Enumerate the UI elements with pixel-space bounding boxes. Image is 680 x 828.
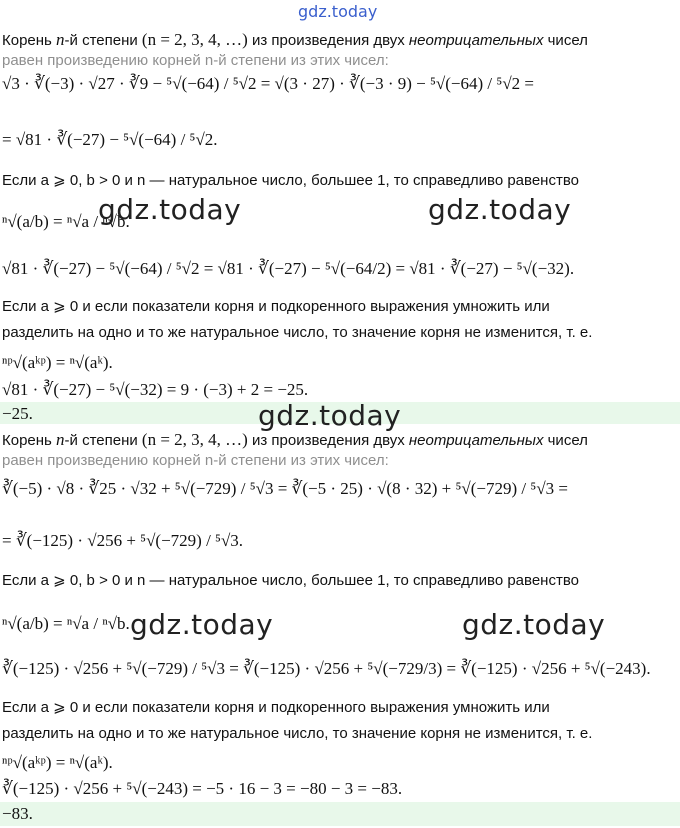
watermark: gdz.today [258, 399, 402, 432]
condition-line: Если a ⩾ 0, b > 0 и n — натуральное число, большее 1, то справедливо равенство [2, 572, 579, 589]
intro-text: -й степени [64, 32, 142, 49]
intro-line-2-cut: равен произведению корней n-й степени из этих чисел: [2, 452, 389, 469]
equation-4: ∛(−125) · √256 + ⁵√(−243) = −5 · 16 − 3 = −80 − 3 = −83. [2, 779, 403, 798]
quotient-formula: ⁿ√(a/b) = ⁿ√a / ⁿ√b. [2, 614, 130, 633]
intro-text: из произведения двух [247, 32, 409, 49]
intro-text: -й степени [64, 432, 142, 449]
intro-text: из произведения двух [247, 432, 409, 449]
intro-n: n [56, 430, 65, 449]
equation-1: ∛(−5) · √8 · ∛25 · √32 + ⁵√(−729) / ⁵√3 = ∛(−5 · 25) · √(8 · 32) + ⁵√(−729) / ⁵√3 = [2, 479, 568, 498]
watermark: gdz.today [98, 193, 242, 226]
rule-line-1: Если a ⩾ 0 и если показатели корня и подкоренного выражения умножить или [2, 298, 550, 315]
equation-2: = √81 · ∛(−27) − ⁵√(−64) / ⁵√2. [2, 130, 218, 149]
intro-text: Корень [2, 432, 57, 449]
intro-text: чисел [543, 32, 588, 49]
intro-n: n [56, 30, 65, 49]
answer-band [0, 802, 680, 826]
intro-text: Корень [2, 32, 57, 49]
intro-emphasis: неотрицательных [408, 432, 544, 449]
equation-2: = ∛(−125) · √256 + ⁵√(−729) / ⁵√3. [2, 531, 244, 550]
root-rule-formula: ⁿᵖ√(aᵏᵖ) = ⁿ√(aᵏ). [2, 353, 113, 372]
rule-line-2: разделить на одно и то же натуральное число, то значение корня не изменится, т. е. [2, 725, 593, 742]
intro-line-1 [2, 31, 680, 50]
intro-math: (n = 2, 3, 4, …) [141, 430, 248, 449]
equation-3: √81 · ∛(−27) − ⁵√(−64) / ⁵√2 = √81 · ∛(−27) − ⁵√(−64/2) = √81 · ∛(−27) − ⁵√(−32). [2, 259, 575, 278]
intro-emphasis: неотрицательных [408, 32, 544, 49]
answer-value: −83. [2, 804, 33, 823]
watermark: gdz.today [130, 608, 274, 641]
intro-text: чисел [543, 432, 588, 449]
answer-value: −25. [2, 404, 33, 423]
intro-line-2-cut: равен произведению корней n-й степени из этих чисел: [2, 52, 389, 69]
equation-4: √81 · ∛(−27) − ⁵√(−32) = 9 · (−3) + 2 = −25. [2, 380, 309, 399]
equation-3: ∛(−125) · √256 + ⁵√(−729) / ⁵√3 = ∛(−125) · √256 + ⁵√(−729/3) = ∛(−125) · √256 + ⁵√(−243). [2, 659, 651, 678]
site-header-logo[interactable]: gdz.today [298, 2, 378, 21]
watermark: gdz.today [462, 608, 606, 641]
intro-line-1 [2, 431, 680, 450]
condition-line: Если a ⩾ 0, b > 0 и n — натуральное число, большее 1, то справедливо равенство [2, 172, 579, 189]
equation-1: √3 · ∛(−3) · √27 · ∛9 − ⁵√(−64) / ⁵√2 = √(3 · 27) · ∛(−3 · 9) − ⁵√(−64) / ⁵√2 = [2, 74, 534, 93]
watermark: gdz.today [428, 193, 572, 226]
rule-line-1: Если a ⩾ 0 и если показатели корня и подкоренного выражения умножить или [2, 699, 550, 716]
quotient-formula: ⁿ√(a/b) = ⁿ√a / ⁿ√b. [2, 212, 130, 231]
intro-math: (n = 2, 3, 4, …) [141, 30, 248, 49]
root-rule-formula: ⁿᵖ√(aᵏᵖ) = ⁿ√(aᵏ). [2, 753, 113, 772]
rule-line-2: разделить на одно и то же натуральное число, то значение корня не изменится, т. е. [2, 324, 593, 341]
